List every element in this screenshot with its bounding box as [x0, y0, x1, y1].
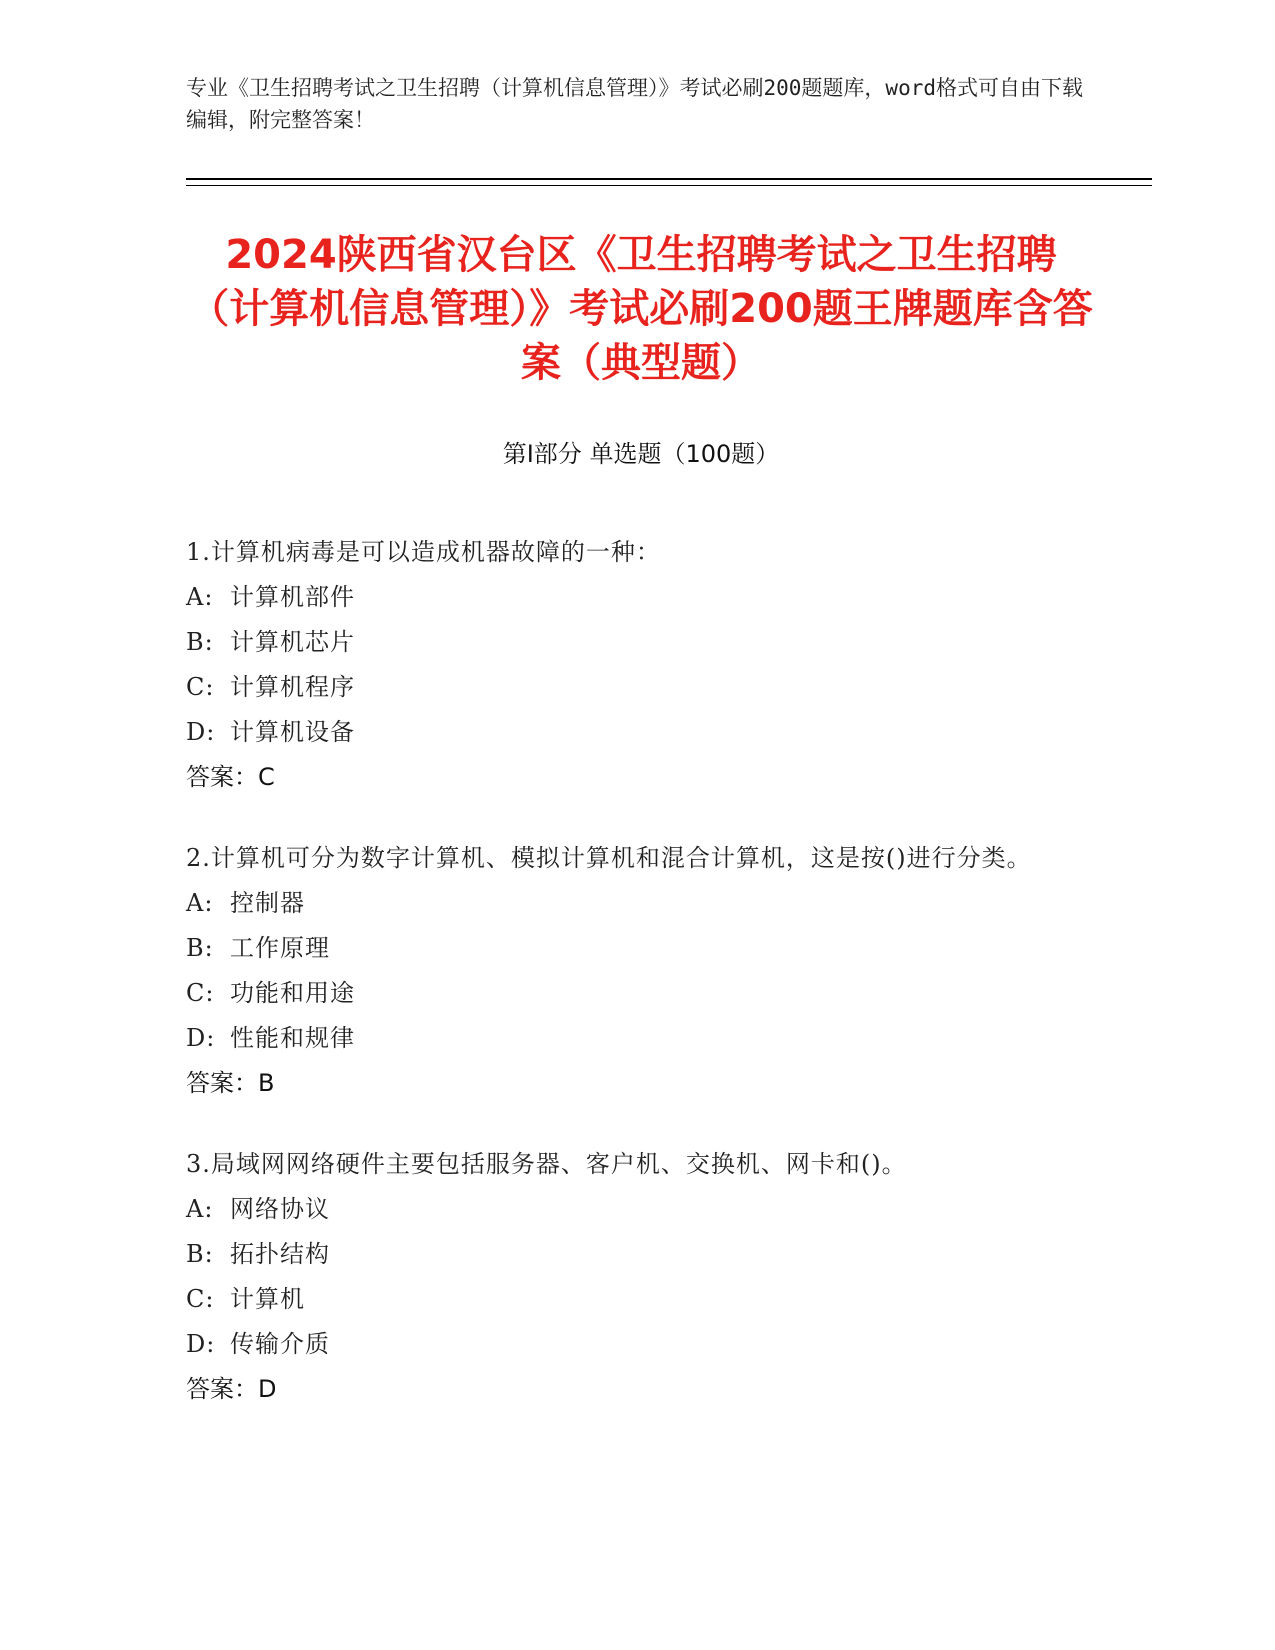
question-3: [186, 1142, 1076, 1412]
option-a: [186, 575, 1076, 620]
option-text: 计算机部件: [230, 583, 355, 611]
option-letter: D:: [186, 718, 216, 746]
header-divider-thin: [186, 185, 1152, 186]
question-1: [186, 530, 1076, 800]
answer-line: 答案：C: [186, 763, 275, 791]
option-letter: C:: [186, 979, 215, 1007]
option-letter: C:: [186, 673, 215, 701]
question-2: [186, 836, 1076, 1106]
option-c: [186, 971, 1076, 1016]
header-divider: [186, 178, 1152, 180]
option-text: 计算机: [230, 1285, 305, 1313]
answer-line: 答案：D: [186, 1375, 277, 1403]
option-letter: B:: [186, 934, 214, 962]
option-letter: A:: [186, 1195, 214, 1223]
option-text: 网络协议: [230, 1195, 330, 1223]
option-text: 拓扑结构: [230, 1240, 330, 1268]
option-letter: D:: [186, 1330, 216, 1358]
option-letter: D:: [186, 1024, 216, 1052]
answer-line: 答案：B: [186, 1069, 275, 1097]
option-a: [186, 1187, 1076, 1232]
question-stem: 1.计算机病毒是可以造成机器故障的一种：: [186, 538, 661, 566]
option-letter: A:: [186, 583, 214, 611]
option-d: [186, 1016, 1076, 1061]
option-letter: C:: [186, 1285, 215, 1313]
option-d: [186, 1322, 1076, 1367]
option-text: 计算机芯片: [230, 628, 355, 656]
question-stem: 3.局域网网络硬件主要包括服务器、客户机、交换机、网卡和()。: [186, 1150, 907, 1178]
question-list: [186, 530, 1076, 1448]
option-letter: B:: [186, 628, 214, 656]
option-c: [186, 1277, 1076, 1322]
option-text: 性能和规律: [230, 1024, 355, 1052]
option-a: [186, 881, 1076, 926]
option-text: 传输介质: [230, 1330, 330, 1358]
option-b: [186, 926, 1076, 971]
option-d: [186, 710, 1076, 755]
question-stem: 2.计算机可分为数字计算机、模拟计算机和混合计算机，这是按()进行分类。: [186, 844, 1032, 872]
document-title: 2024陕西省汉台区《卫生招聘考试之卫生招聘（计算机信息管理）》考试必刷200题王牌题库含答案（典型题）: [189, 232, 1093, 386]
option-letter: A:: [186, 889, 214, 917]
option-text: 计算机设备: [230, 718, 355, 746]
option-b: [186, 1232, 1076, 1277]
option-c: [186, 665, 1076, 710]
option-text: 计算机程序: [230, 673, 355, 701]
option-letter: B:: [186, 1240, 214, 1268]
section-heading: 第Ⅰ部分 单选题（100题）: [502, 440, 780, 468]
header-note: 专业《卫生招聘考试之卫生招聘（计算机信息管理）》考试必刷200题题库，word格式可自由下载编辑，附完整答案！: [186, 76, 1083, 132]
option-text: 工作原理: [230, 934, 330, 962]
option-text: 功能和用途: [230, 979, 355, 1007]
option-b: [186, 620, 1076, 665]
option-text: 控制器: [230, 889, 305, 917]
